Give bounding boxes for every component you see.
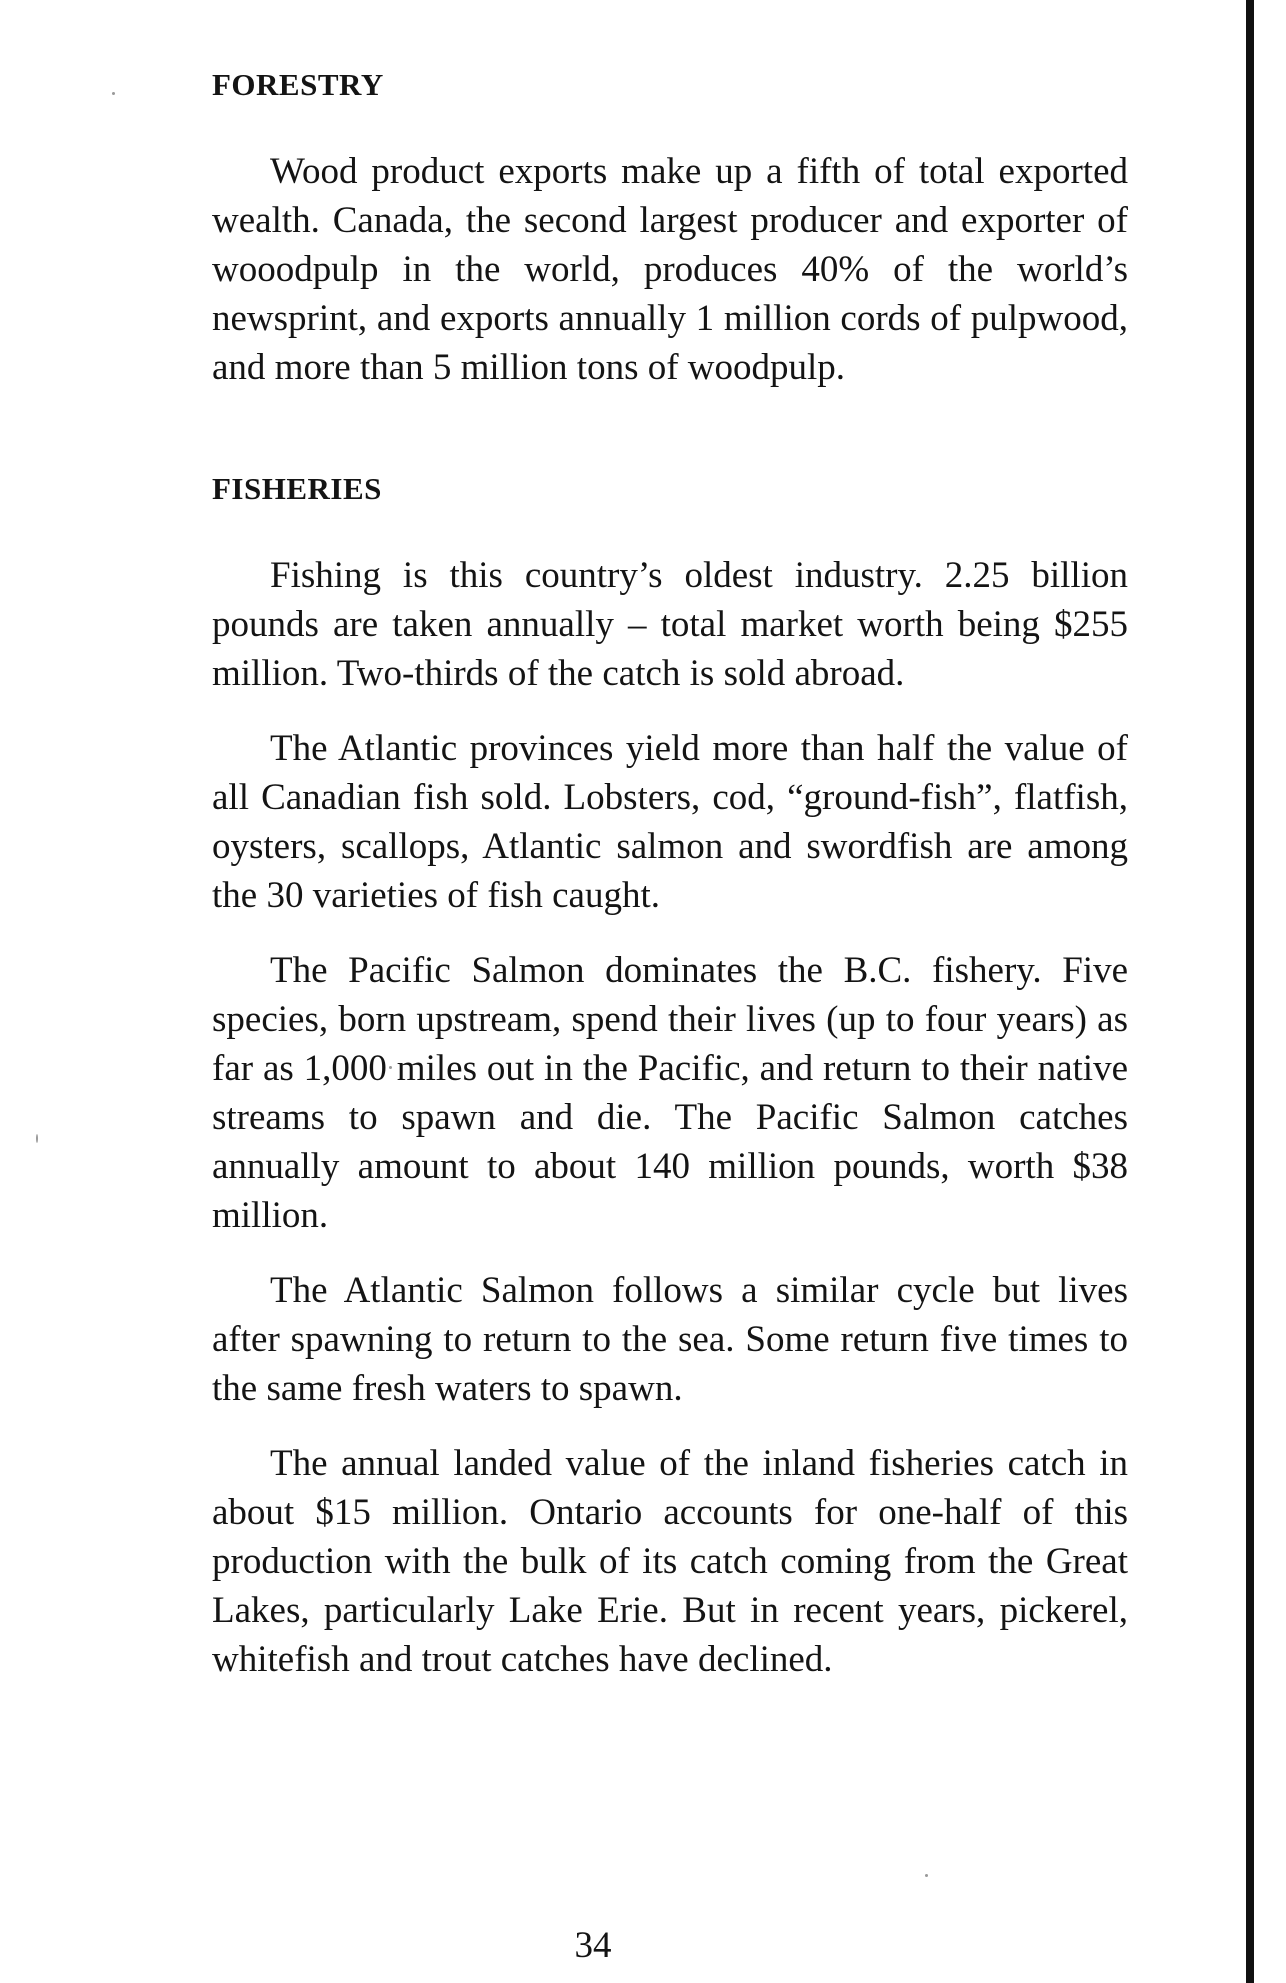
fisheries-paragraph-1: Fishing is this country’s oldest industry. 2.25 billion pounds are taken annually – total market worth being $255 million. Two-thirds of the catch is sold abroad. <box>212 555 1128 695</box>
page-content <box>212 56 1128 1684</box>
fisheries-paragraph-4: The Atlantic Salmon follows a similar cycle but lives after spawning to return to the sea. Some return five times to the same fresh waters to spawn. <box>212 1270 1128 1410</box>
fisheries-heading: FISHERIES <box>212 471 382 507</box>
forestry-paragraph: Wood product exports make up a fifth of total exported wealth. Canada, the second largest producer and exporter of wooodpulp in the world, produces 40% of the world’s newsprint, and exports annually 1 million cords of pulpwood, and more than 5 million tons of woodpulp. <box>212 151 1128 389</box>
page-number: 34 <box>574 1925 612 1966</box>
fisheries-paragraph-5: The annual landed value of the inland fisheries catch in about $15 million. Ontario accounts for one-half of this production with the bulk of its catch coming from the Great Lakes, particularly Lake Erie. But in recent years, pickerel, whitefish and trout catches have declined. <box>212 1443 1128 1681</box>
page-edge-rule <box>1246 0 1254 1983</box>
scan-speck <box>112 92 115 95</box>
forestry-heading: FORESTRY <box>212 67 384 102</box>
fisheries-paragraph-2: The Atlantic provinces yield more than half the value of all Canadian fish sold. Lobsters, cod, “ground-fish”, flatfish, oysters, scallops, Atlantic salmon and swordfish are among the 30 varieties of fish caught. <box>212 728 1128 917</box>
scan-speck <box>36 1134 38 1143</box>
fisheries-paragraph-3: The Pacific Salmon dominates the B.C. fishery. Five species, born upstream, spend their lives (up to four years) as far as 1,000 miles out in the Pacific, and return to their native streams to spawn and die. The Pacific Salmon catches annually amount to about 140 million pounds, worth $38 million. <box>212 950 1128 1237</box>
scan-speck <box>925 1874 928 1877</box>
